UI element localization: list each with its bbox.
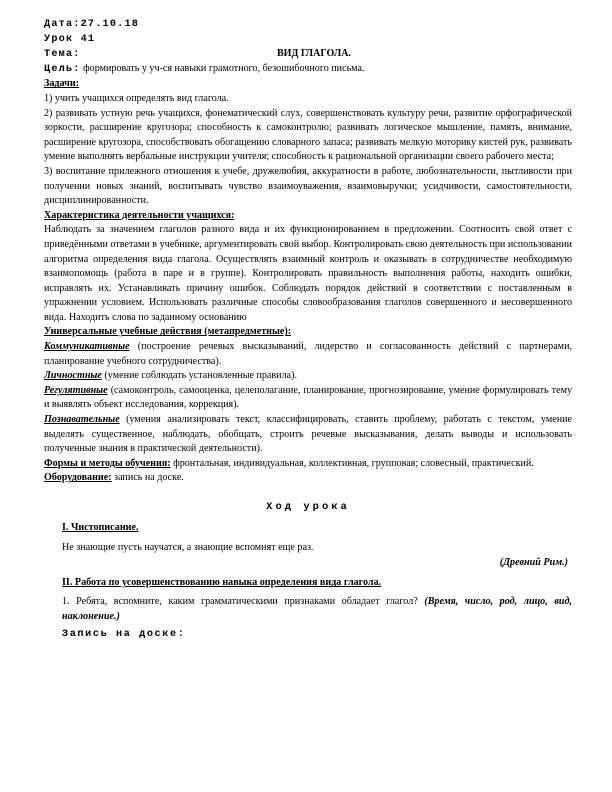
uud-title: Регулятивные (44, 384, 108, 396)
uud-item-cognitive (44, 413, 572, 457)
forms-text: фронтальная, индивидуальная, коллективная, групповая; словесный, практический. (170, 457, 534, 469)
forms-label: Формы и методы обучения: (44, 457, 171, 469)
uud-title: Познавательные (44, 414, 120, 426)
lesson-number: Урок 41 (44, 33, 96, 45)
section1-quote: Не знающие пусть научатся, а знающие вспомнят еще раз. (62, 542, 314, 554)
task-item: 3) воспитание прилежного отношения к учебе, дружелюбия, аккуратности в работе, любознательности, пытливости при получении новых знаний, воспитывать чувство взаимоуважения, взаимовыручки; усидчивости, самостоятельности, дисциплинированности. (44, 165, 572, 207)
forms-paragraph (44, 457, 572, 472)
tasks-label: Задачи: (44, 78, 79, 90)
task-item: 1) учить учащихся определять вид глагола. (44, 92, 229, 104)
document-page (44, 18, 572, 643)
activity-text: Наблюдать за значением глаголов разного вида и их функционированием в предложении. Соотносить свой ответ с приведёнными ответами в учебнике, аргументировать свой выбор. Контролировать свою деятельность при использовании алгоритма определения вида глагола. Осуществлять взаимный контроль и оказывать в сотрудничестве необходимую взаимопомощь (работа в паре и в группе). Контролировать правильность выполнения работы, находить ошибки, исправлять их. Устанавливать причину ошибок. Соблюдать порядок действий в соответствии с поставленным в упражнении условием. Использовать различные способы словообразования глаголов совершенного и несовершенного вида. Находить слова по заданному основанию (44, 224, 572, 323)
uud-title: Коммуникативные (44, 341, 130, 353)
theme-title: ВИД ГЛАГОЛА. (277, 48, 351, 60)
uud-item-regulatory (44, 384, 572, 413)
goal-text: формировать у уч-ся навыки грамотного, безошибочного письма. (80, 62, 365, 74)
uud-text: (умения анализировать текст, классифицировать, ставить проблему, работать с текстом, умение выделять существенное, наблюдать, обобщать, строить речевые высказывания, делать выводы и использовать полученные знания в практической деятельности). (44, 414, 572, 455)
uud-text: (умение соблюдать установленные правила). (101, 370, 297, 382)
uud-item-communicative (44, 340, 572, 369)
uud-text: (построение речевых высказываний, лидерство и согласованность действий с партнерами, планирование учебного сотрудничества). (44, 341, 572, 367)
board-label: Запись на доске: (62, 629, 186, 641)
theme-line (44, 47, 572, 62)
section1-author: (Древний Рим.) (499, 556, 568, 568)
course-heading: Ход урока (266, 501, 350, 513)
question-text: 1. Ребята, вспомните, каким грамматическими признаками обладает глагол? (62, 595, 425, 607)
equipment-label: Оборудование: (44, 472, 112, 484)
section2-title: II. Работа по усовершенствованию навыка определения вида глагола. (62, 577, 382, 589)
section1-title: I. Чистописание. (62, 521, 139, 533)
uud-label: Универсальные учебные действия (метапредметные): (44, 326, 292, 338)
equipment-text: запись на доске. (111, 472, 184, 484)
activity-label: Характеристика деятельности учащихся: (44, 209, 235, 221)
equipment-paragraph (44, 471, 572, 486)
uud-text: (самоконтроль, самооценка, целеполагание, планирование, прогнозирование, умение формулировать тему и выявлять объект исследования, коррекция). (44, 384, 572, 411)
uud-item-personal (44, 369, 572, 384)
goal-label: Цель: (44, 63, 81, 75)
uud-title: Личностные (44, 370, 102, 382)
theme-label: Тема: (44, 49, 81, 61)
task-item: 2) развивать устную речь учащихся, фонематический слух, совершенствовать культуру речи, развитие орфографической зоркости, расширение кругозора; способность к самоконтролю; развивать логическое мышление, память, внимание, расширение кругозора, способствовать обогащению словарного запаса; развивать мелкую моторику кистей рук, развивать умение выполнять вербальные инструкции учителя; способность к рациональной организации своего рабочего места; (44, 107, 572, 163)
section2-question (44, 595, 572, 624)
question-answer: (Время, число, род, лицо, вид, наклонение.) (62, 595, 573, 622)
date-line: Дата:27.10.18 (44, 19, 140, 30)
goal-paragraph (44, 62, 572, 78)
